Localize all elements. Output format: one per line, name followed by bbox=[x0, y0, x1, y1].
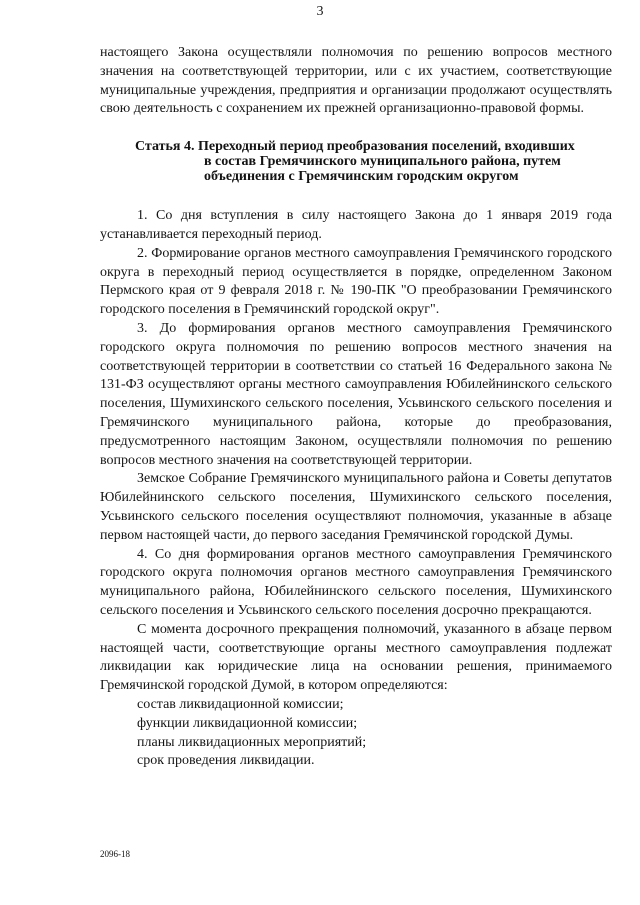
list-item: срок проведения ликвидации. bbox=[137, 753, 315, 769]
page-number: 3 bbox=[316, 4, 324, 19]
document-body bbox=[100, 44, 612, 771]
paragraph-3: 3. До формирования органов местного самоуправления Гремячинского городского округа полномочия по решению вопросов местного значения на соответствующей территории в соответствии со статьей 16 Федерального закона № 131-ФЗ осуществляют органы местного самоуправления Юбилейнинского сельского поселения, Шумихинского сельского поселения, Усьвинского сельского поселения и Гремячинского муниципального района, которые до преобразования, предусмотренного настоящим Законом, осуществляли полномочия по решению вопросов местного значения на соответствующей территории. bbox=[100, 320, 612, 468]
intro-paragraph: настоящего Закона осуществляли полномочия по решению вопросов местного значения на соответствующей территории, или с их участием, соответствующие муниципальные учреждения, предприятия и организации продолжают осуществлять свою деятельность с сохранением их прежней организационно-правовой формы. bbox=[100, 45, 612, 117]
list-item: функции ликвидационной комиссии; bbox=[137, 715, 358, 731]
article-heading bbox=[100, 139, 612, 184]
paragraph-2: 2. Формирование органов местного самоуправления Гремячинского городского округа в переходный период осуществляется в порядке, определенном Законом Пермского края от 9 февраля 2018 г. № 190-ПК "О преобразовании Гремячинского городского поселения в Гремячинский городской округ". bbox=[100, 245, 612, 318]
paragraph-4-continued: С момента досрочного прекращения полномочий, указанного в абзаце первом настоящей части, соответствующие органы местного самоуправления подлежат ликвидации как юридические лица на основании решения, принимаемого Гремячинской городской Думой, в котором определяются: bbox=[100, 621, 612, 694]
article-heading-line-2: в состав Гремячинского муниципального района, путем bbox=[204, 154, 561, 170]
article-heading-line-1: Статья 4. Переходный период преобразования поселений, входивших bbox=[135, 139, 575, 155]
paragraph-4: 4. Со дня формирования органов местного самоуправления Гремячинского городского округа полномочия органов местного самоуправления Гремячинского муниципального района, Юбилейнинского сельского поселения, Шумихинского сельского поселения и Усьвинского сельского поселения досрочно прекращаются. bbox=[100, 546, 612, 618]
paragraph-1: 1. Со дня вступления в силу настоящего Закона до 1 января 2019 года устанавливается переходный период. bbox=[100, 208, 612, 242]
list-item: состав ликвидационной комиссии; bbox=[137, 696, 344, 712]
document-code: 2096-18 bbox=[100, 849, 130, 859]
list-item: планы ликвидационных мероприятий; bbox=[137, 734, 367, 750]
paragraph-3-continued: Земское Собрание Гремячинского муниципального района и Советы депутатов Юбилейнинского сельского поселения, Шумихинского сельского поселения, Усьвинского сельского поселения осуществляют полномочия, указанные в абзаце первом настоящей части, до первого заседания Гремячинской городской Думы. bbox=[100, 471, 612, 543]
article-heading-line-3: объединения с Гремячинским городским округом bbox=[204, 169, 519, 185]
